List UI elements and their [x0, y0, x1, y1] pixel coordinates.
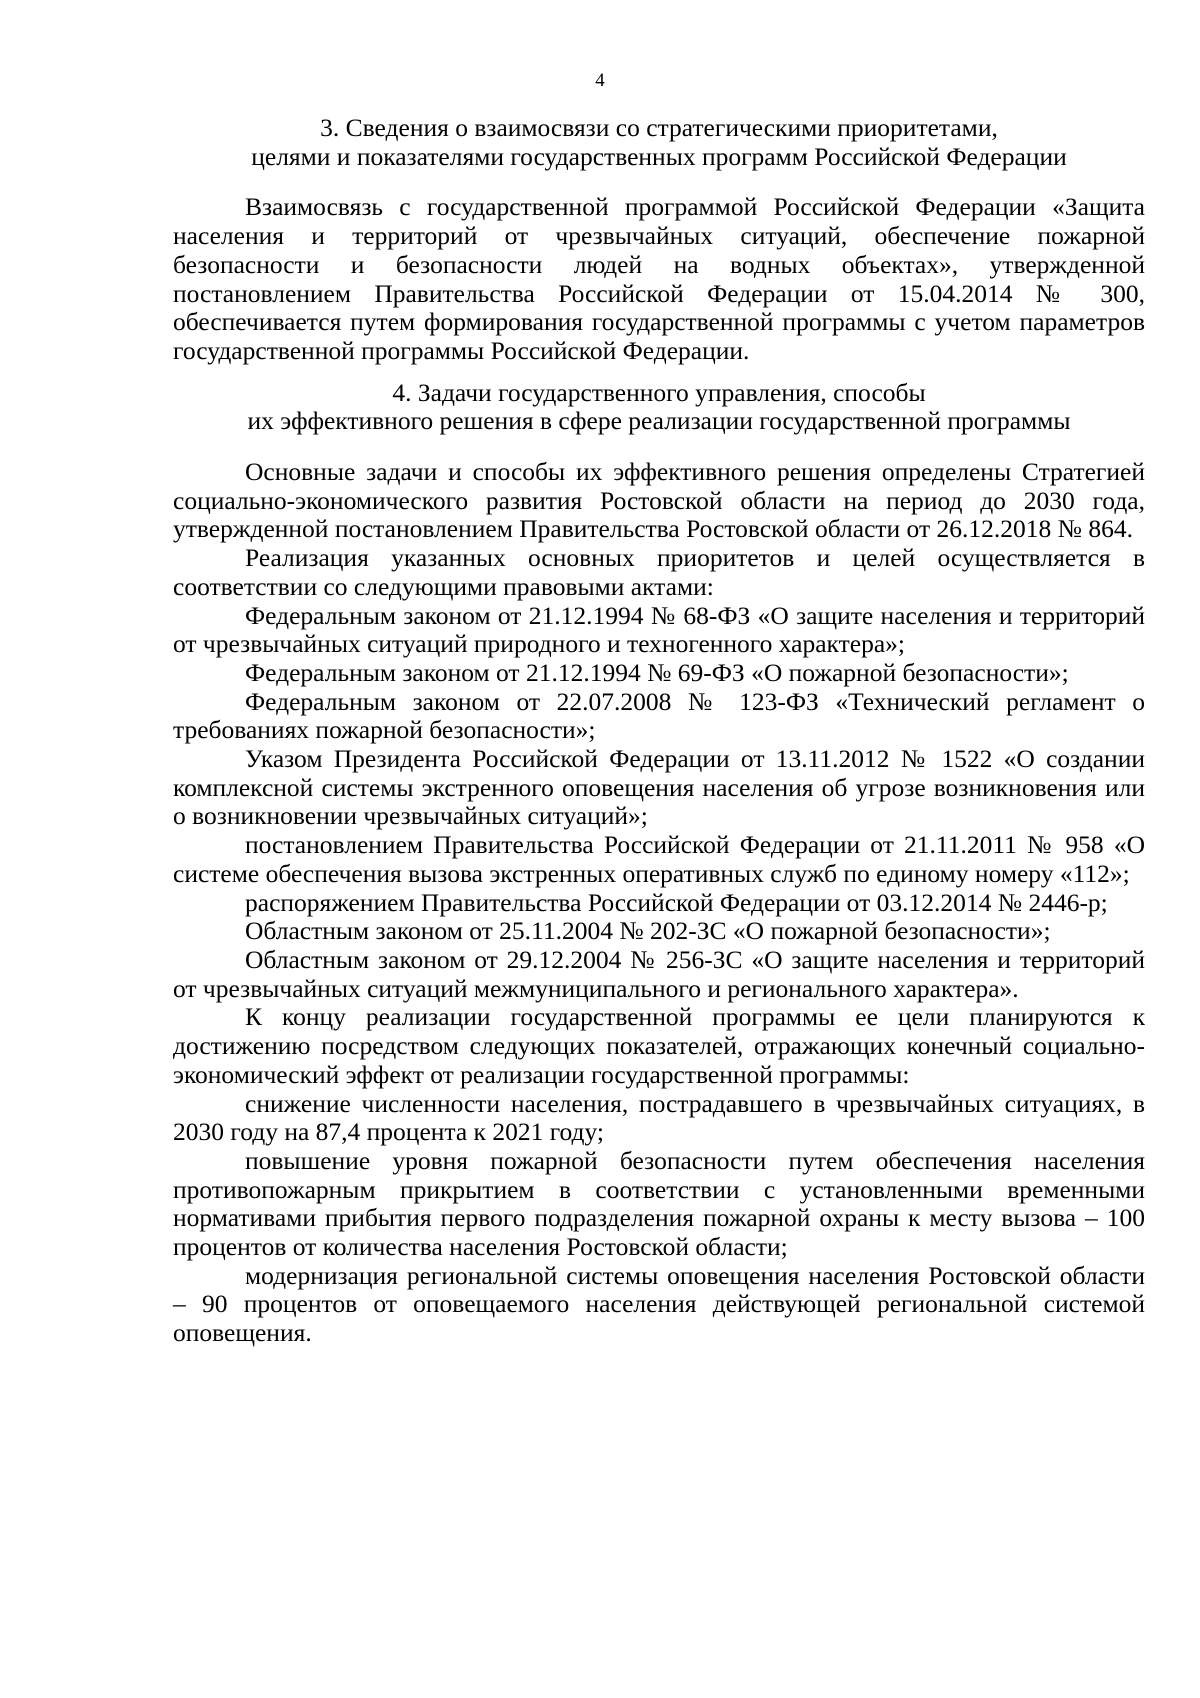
section-4-heading [173, 379, 1145, 436]
indicator-item: снижение численности населения, пострадавшего в чрезвычайных ситуациях, в 2030 году на 87,4 процента к 2021 году; [173, 1088, 1145, 1147]
legal-act-item: Федеральным законом от 21.12.1994 № 69-ФЗ «О пожарной безопасности»; [245, 657, 1069, 687]
indicator-item: модернизация региональной системы оповещения населения Ростовской области – 90 процентов от оповещаемого населения действующей региональной системой оповещения. [173, 1260, 1145, 1348]
legal-act-item: Федеральным законом от 22.07.2008 № 123-ФЗ «Технический регламент о требованиях пожарной безопасности»; [173, 686, 1145, 745]
section-4-paragraph: Реализация указанных основных приоритетов и целей осуществляется в соответствии со следующими правовыми актами: [173, 543, 1145, 601]
section-4-paragraph: Основные задачи и способы их эффективного решения определены Стратегией социально-экономического развития Ростовской области на период до 2030 года, утвержденной постановлением Правительства Ростовской области от 26.12.2018 № 864. [173, 457, 1145, 544]
legal-act-item: Областным законом от 29.12.2004 № 256-ЗС «О защите населения и территорий от чрезвычайных ситуаций межмуниципального и регионального характера». [173, 944, 1145, 1003]
legal-act-item: Федеральным законом от 21.12.1994 № 68-ФЗ «О защите населения и территорий от чрезвычайных ситуаций природного и техногенного характера»; [173, 600, 1145, 659]
legal-act-item: Областным законом от 25.11.2004 № 202-ЗС «О пожарной безопасности»; [245, 916, 1051, 946]
legal-act-item: Указом Президента Российской Федерации от 13.11.2012 № 1522 «О создании комплексной системы экстренного оповещения населения об угрозе возникновения или о возникновении чрезвычайных ситуаций»; [173, 744, 1145, 831]
page-number: 4 [595, 70, 605, 91]
legal-act-item: распоряжением Правительства Российской Федерации от 03.12.2014 № 2446-р; [245, 887, 1108, 917]
section-3-heading-line-2: целями и показателями государственных программ Российской Федерации [251, 141, 1067, 171]
section-3-heading-line-1: 3. Сведения о взаимосвязи со стратегическими приоритетами, [320, 113, 998, 142]
legal-act-item: постановлением Правительства Российской Федерации от 21.11.2011 № 958 «О системе обеспечения вызова экстренных оперативных служб по единому номеру «112»; [173, 830, 1145, 888]
section-3-heading [173, 114, 1145, 171]
section-4-heading-line-1: 4. Задачи государственного управления, способы [392, 377, 926, 407]
section-4-heading-line-2: их эффективного решения в сфере реализации государственной программы [247, 406, 1071, 436]
section-3-paragraph: Взаимосвязь с государственной программой Российской Федерации «Защита населения и территорий от чрезвычайных ситуаций, обеспечение пожарной безопасности и безопасности людей на водных объектах», утвержденной постановлением Правительства Российской Федерации от 15.04.2014 № 300, обеспечивается путем формирования государственной программы с учетом параметров государственной программы Российской Федерации. [173, 192, 1145, 365]
document-body [173, 114, 1145, 1348]
indicator-item: повышение уровня пожарной безопасности путем обеспечения населения противопожарным прикрытием в соответствии с установленными временными нормативами прибытия первого подразделения пожарной охраны к месту вызова – 100 процентов от количества населения Ростовской области; [173, 1145, 1145, 1262]
section-4-paragraph: К концу реализации государственной программы ее цели планируются к достижению посредством следующих показателей, отражающих конечный социально-экономический эффект от реализации государственной программы: [173, 1002, 1145, 1089]
